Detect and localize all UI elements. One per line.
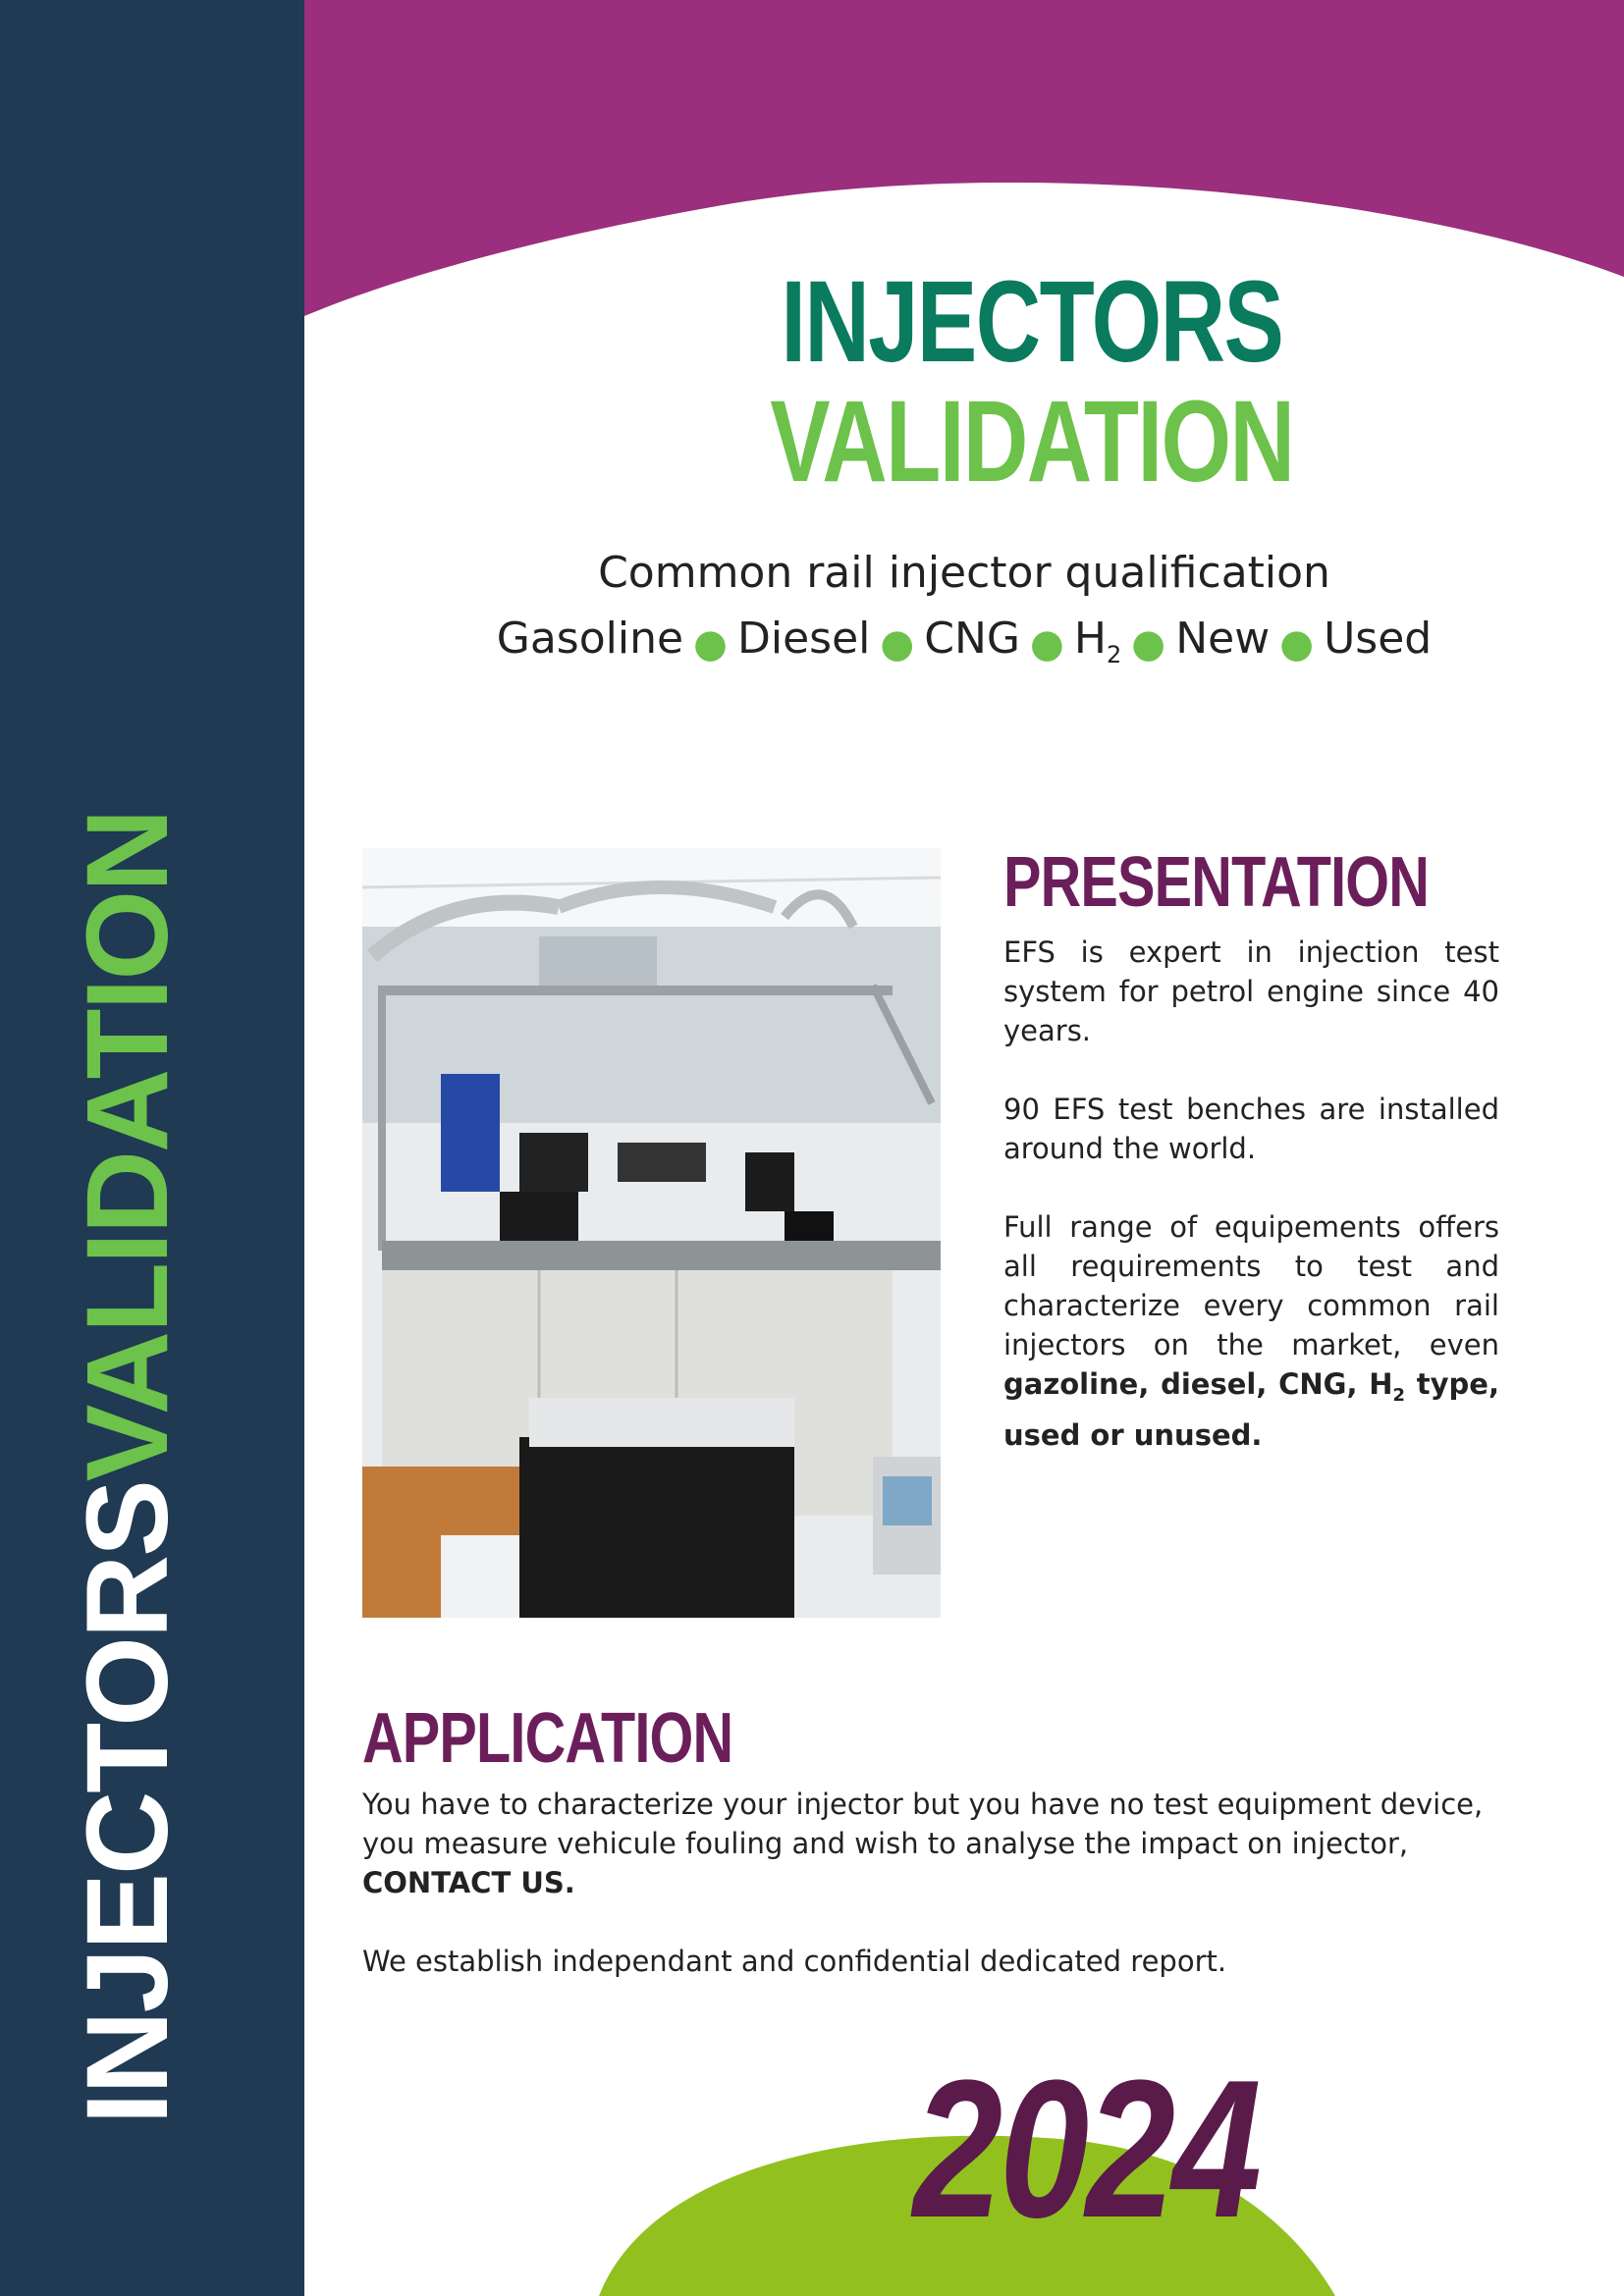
presentation-paragraph-2: 90 EFS test benches are installed around the world. <box>1003 1093 1499 1165</box>
fuel-h2: H <box>1073 614 1108 664</box>
application-p1-text: You have to characterize your injector but you have no test equipment device, you measure vehicule fouling and wish to analyse the impact on injector, <box>362 1788 1484 1860</box>
bullet-icon: ● <box>693 621 728 667</box>
application-paragraph-2: We establish independant and confidential dedicated report. <box>362 1945 1227 1978</box>
title-line-2: VALIDATION <box>770 377 1294 507</box>
presentation-p3-bold-b: type, used or unused. <box>1003 1367 1499 1452</box>
bullet-icon: ● <box>1131 621 1166 667</box>
fuel-gasoline: Gasoline <box>496 614 684 664</box>
test-bench-photo <box>362 848 941 1618</box>
presentation-p3-bold-a: gazoline, diesel, CNG, H <box>1003 1367 1393 1401</box>
year-label: 2024 <box>913 2040 1259 2259</box>
subtitle: Common rail injector qualification <box>598 548 1330 598</box>
sidebar-title-word2: VALIDATION <box>63 810 192 1482</box>
contact-us-text: CONTACT US. <box>362 1866 575 1899</box>
fuel-used: Used <box>1324 614 1433 664</box>
title-line-1: INJECTORS <box>781 257 1283 387</box>
application-body <box>362 1785 1491 2020</box>
bullet-icon: ● <box>880 621 915 667</box>
presentation-paragraph-1: EFS is expert in injection test system for petrol engine since 40 years. <box>1003 935 1499 1047</box>
bullet-icon: ● <box>1279 621 1315 667</box>
presentation-p3-intro: Full range of equipements offers all requirements to test and characterize every common rail injectors on the market, even <box>1003 1210 1499 1362</box>
fuel-new: New <box>1175 614 1271 664</box>
application-heading: APPLICATION <box>362 1699 733 1778</box>
sidebar-title-word1: INJECTORS <box>63 1481 192 2125</box>
fuel-h2-subscript: 2 <box>1107 640 1122 668</box>
sidebar-title <box>0 0 304 2296</box>
presentation-body <box>1003 933 1499 1494</box>
fuel-diesel: Diesel <box>736 614 871 664</box>
presentation-p3-sub: 2 <box>1392 1384 1406 1406</box>
presentation-heading: PRESENTATION <box>1003 843 1430 922</box>
bullet-icon: ● <box>1030 621 1064 667</box>
fuel-types-line <box>304 614 1624 668</box>
fuel-cng: CNG <box>924 614 1021 664</box>
application-paragraph-1 <box>362 1785 1491 1902</box>
presentation-paragraph-3 <box>1003 1207 1499 1455</box>
